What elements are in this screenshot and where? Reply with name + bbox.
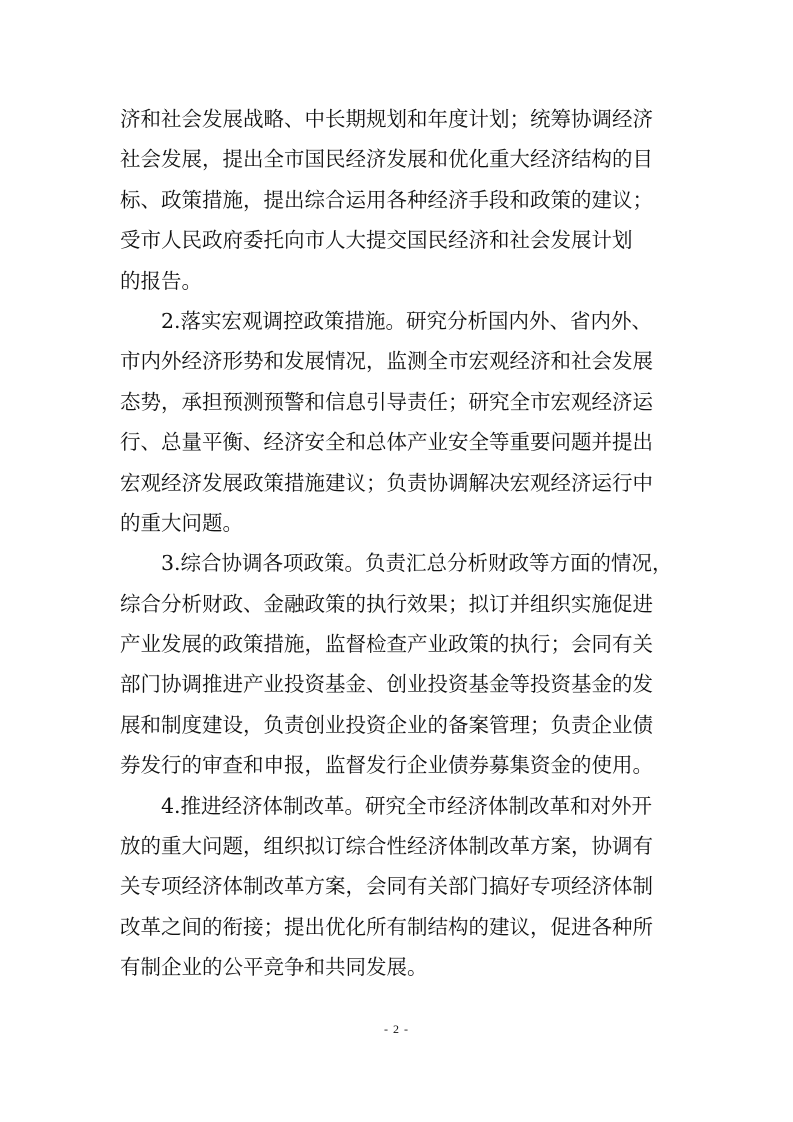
text-line: 改革之间的衔接；提出优化所有制结构的建议，促进各种所 (120, 914, 653, 939)
text-line: 2.落实宏观调控政策措施。研究分析国内外、省内外、 (161, 308, 653, 333)
text-line: 标、政策措施，提出综合运用各种经济手段和政策的建议； (120, 187, 653, 212)
text-line: 宏观经济发展政策措施建议；负责协调解决宏观经济运行中 (120, 470, 653, 495)
text-line: 产业发展的政策措施，监督检查产业政策的执行；会同有关 (120, 632, 653, 657)
text-line: 市内外经济形势和发展情况，监测全市宏观经济和社会发展 (120, 349, 653, 374)
text-line: 综合分析财政、金融政策的执行效果；拟订并组织实施促进 (120, 591, 653, 616)
text-line: 的重大问题。 (120, 510, 243, 535)
text-line: 济和社会发展战略、中长期规划和年度计划；统筹协调经济 (120, 107, 653, 131)
text-line: 行、总量平衡、经济安全和总体产业安全等重要问题并提出 (120, 430, 653, 455)
text-line: 社会发展，提出全市国民经济发展和优化重大经济结构的目 (120, 147, 653, 172)
page-number: - 2 - (384, 1022, 409, 1036)
text-line: 放的重大问题，组织拟订综合性经济体制改革方案，协调有 (120, 834, 653, 859)
paragraph-item-2 (120, 301, 680, 543)
text-line: 关专项经济体制改革方案，会同有关部门搞好专项经济体制 (120, 874, 653, 899)
paragraph-item-3 (120, 543, 680, 785)
document-body (120, 99, 680, 988)
paragraph-intro (120, 99, 680, 301)
paragraph-item-4 (120, 786, 680, 988)
text-line: 有制企业的公平竞争和共同发展。 (120, 955, 428, 980)
text-line: 展和制度建设，负责创业投资企业的备案管理；负责企业债 (120, 712, 653, 737)
text-line: 部门协调推进产业投资基金、创业投资基金等投资基金的发 (120, 672, 653, 697)
text-line: 3.综合协调各项政策。负责汇总分析财政等方面的情况， (161, 551, 673, 576)
text-line: 态势，承担预测预警和信息引导责任；研究全市宏观经济运 (120, 389, 653, 414)
text-line: 受市人民政府委托向市人大提交国民经济和社会发展计划 (120, 228, 633, 253)
text-line: 的报告。 (120, 268, 202, 293)
text-line: 券发行的审查和申报，监督发行企业债券募集资金的使用。 (120, 753, 653, 778)
text-line: 4.推进经济体制改革。研究全市经济体制改革和对外开 (161, 793, 653, 818)
